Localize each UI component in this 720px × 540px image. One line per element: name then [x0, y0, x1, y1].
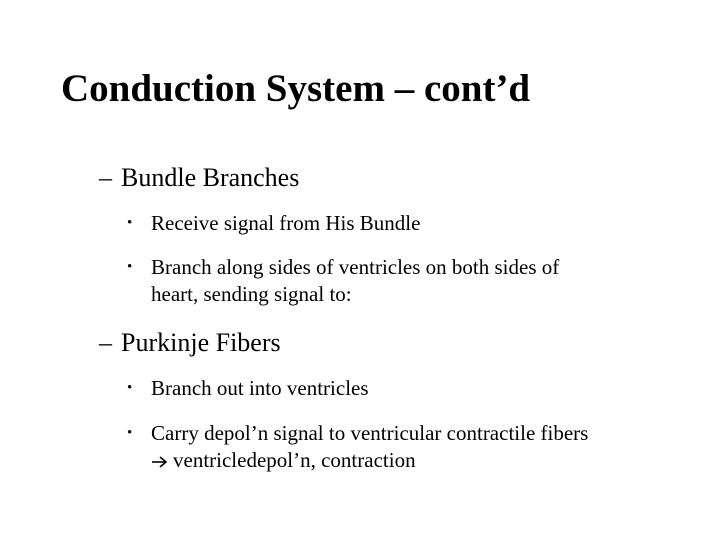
bullet-item: [127, 254, 559, 308]
bullet-text-line1: Carry depol’n signal to ventricular contractile fibers: [151, 421, 589, 445]
right-arrow-icon: [151, 449, 169, 476]
bullet-marker: •: [127, 215, 133, 231]
bullet-marker: •: [127, 259, 133, 275]
bullet-item: [127, 420, 588, 476]
bullet-marker: •: [127, 425, 133, 441]
bullet-text: Branch out into ventricles: [151, 376, 369, 400]
bullet-text: Receive signal from His Bundle: [151, 211, 421, 235]
bullet-text-line1: Branch along sides of ventricles on both sides of: [151, 255, 560, 279]
bullet-item: [127, 375, 369, 402]
bullet-text-line2: [127, 447, 588, 476]
heading-bundle-branches: [99, 163, 299, 193]
bullet-marker: •: [127, 380, 133, 396]
heading-purkinje-fibers: [99, 328, 281, 358]
bullet-text-continuation: ventricledepol’n, contraction: [173, 448, 416, 472]
dash-marker: –: [99, 163, 112, 192]
dash-marker: –: [99, 328, 112, 357]
bullet-text-line2: heart, sending signal to:: [151, 282, 352, 306]
heading-text: Purkinje Fibers: [121, 328, 281, 357]
heading-text: Bundle Branches: [121, 163, 300, 192]
slide-title: Conduction System – cont’d: [61, 67, 531, 110]
bullet-item: [127, 210, 420, 237]
